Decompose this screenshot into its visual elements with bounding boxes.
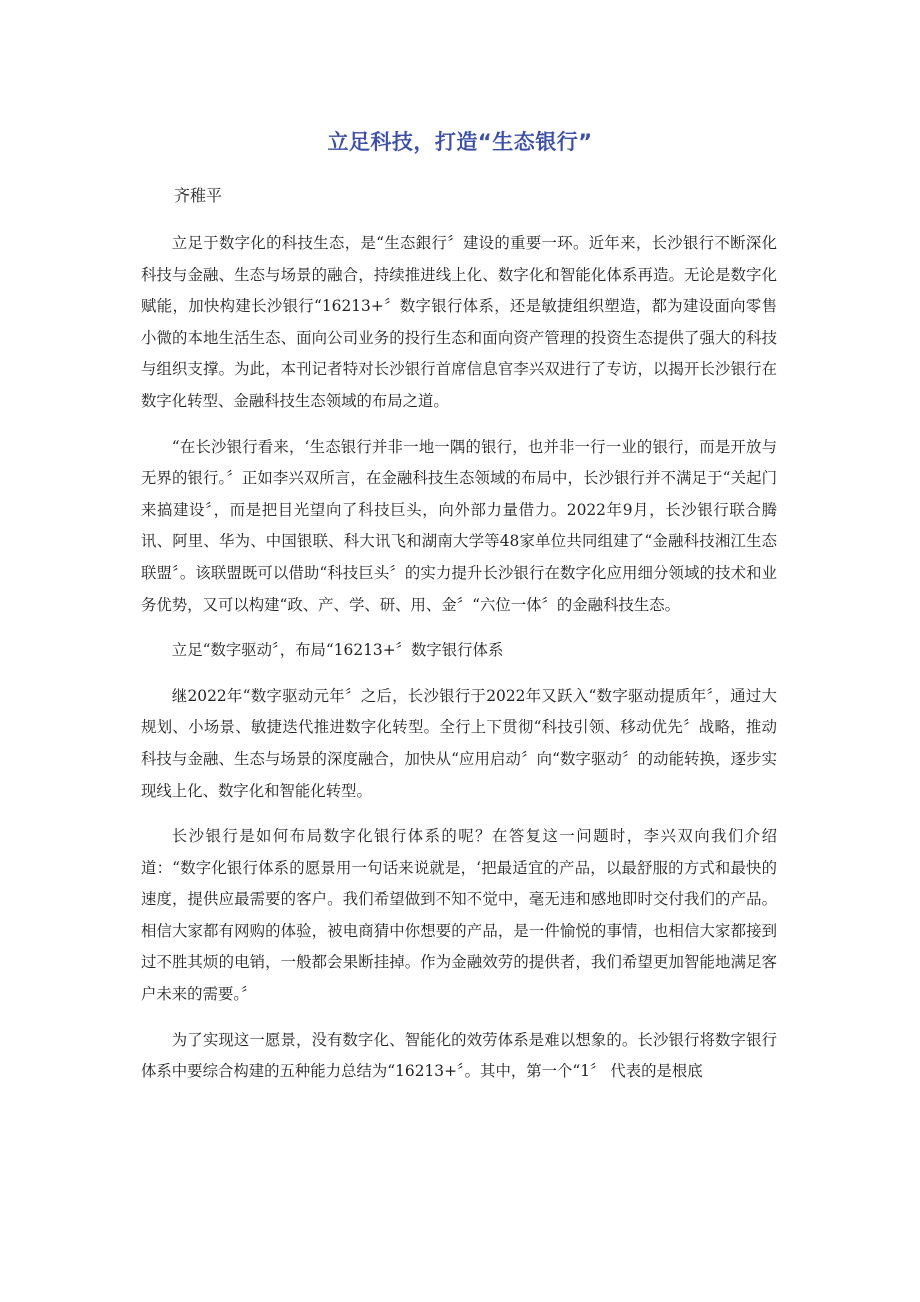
article-title: 立足科技，打造“生态银行” [327, 130, 593, 154]
paragraph-interview-quote: 长沙银行是如何布局数字化银行体系的呢？在答复这一问题时，李兴双向我们介绍道：“数字化银行体系的愿景用一句话来说就是，‘把最适宜的产品，以最舒服的方式和最快的速度，提供应最需要的客户。我们希望做到不知不觉中，毫无违和感地即时交付我们的产品。相信大家都有网购的体验，被电商猜中你想要的产品，是一件愉悦的事情，也相信大家都接到过不胜其烦的电销，一般都会果断挂掉。作为金融效劳的提供者，我们希望更加智能地满足客户未来的需要。〞 [141, 827, 777, 1004]
paragraph-intro: 立足于数字化的科技生态，是“生态銀行〞建设的重要一环。近年来，长沙银行不断深化科技与金融、生态与场景的融合，持续推进线上化、数字化和智能化体系再造。无论是数字化赋能，加快构建长沙银行“16213+〞数字银行体系，还是敏捷组织塑造，都为建设面向零售小微的本地生活生态、面向公司业务的投行生态和面向资产管理的投资生态提供了强大的科技与组织支撑。为此，本刊记者特对长沙银行首席信息官李兴双进行了专访，以揭开长沙银行在数字化转型、金融科技生态领域的布局之道。 [141, 234, 777, 410]
article-author: 齐稚平 [174, 186, 223, 205]
paragraph-alliance: “在长沙银行看来，‘生态银行并非一地一隅的银行，也并非一行一业的银行，而是开放与无界的银行。〞正如李兴双所言，在金融科技生态领域的布局中，长沙银行并不满足于“关起门来搞建设〞，而是把目光望向了科技巨头，向外部力量借力。2022年9月，长沙银行联合腾讯、阿里、华为、中国银联、科大讯飞和湖南大学等48家单位共同组建了“金融科技湘江生态联盟〞。该联盟既可以借助“科技巨头〞的实力提升长沙银行在数字化应用细分领域的技术和业务优势，又可以构建“政、产、学、研、用、金〞“六位一体〞的金融科技生态。 [141, 437, 777, 614]
paragraph-capabilities: 为了实现这一愿景，没有数字化、智能化的效劳体系是难以想象的。长沙银行将数字银行体系中要综合构建的五种能力总结为“16213+〞。其中，第一个“1〞 代表的是根底 [141, 1030, 777, 1081]
section-heading: 立足“数字驱动〞，布局“16213+〞数字银行体系 [171, 641, 504, 660]
paragraph-digital-drive: 继2022年“数字驱动元年〞之后，长沙银行于2022年又跃入“数字驱动提质年〞，通过大规划、小场景、敏捷迭代推进数字化转型。全行上下贯彻“科技引领、移动优先〞战略，推动科技与金融、生态与场景的深度融合，加快从“应用启动〞向“数字驱动〞的动能转换，逐步实现线上化、数字化和智能化转型。 [141, 686, 777, 800]
article-body [141, 228, 777, 1102]
